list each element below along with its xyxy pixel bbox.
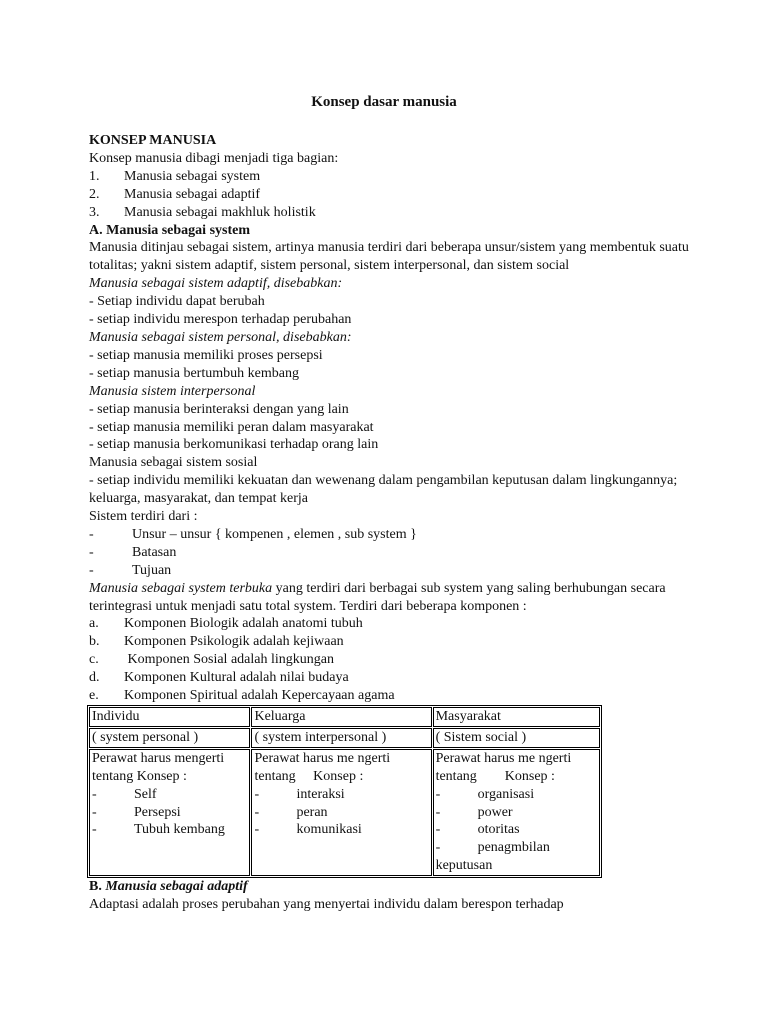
table-cell: Perawat harus me ngerti tentang Konsep : - interaksi - peran - komunikasi [251, 749, 431, 876]
section-a-paragraph: Manusia ditinjau sebagai sistem, artinya manusia terdiri dari beberapa unsur/sistem yang membentuk suatu totalitas; yakni sistem adaptif, sistem personal, sistem interpersonal, dan sistem social [89, 240, 689, 274]
table-cell: Perawat harus me ngerti tentang Konsep : - organisasi - power - otoritas - penagmbilan keputusan [433, 749, 600, 876]
system-table-wrap [89, 705, 689, 878]
list-item: 2. Manusia sebagai adaptif [89, 186, 261, 202]
table-cell: ( system personal ) [89, 728, 250, 748]
document-body [89, 132, 689, 914]
table-row [89, 749, 600, 876]
konsep-list [89, 168, 689, 222]
komponen-list [89, 615, 689, 705]
page-title: Konsep dasar manusia [311, 94, 457, 110]
list-item: e. Komponen Spiritual adalah Kepercayaan agama [89, 688, 395, 704]
table-header-cell: Masyarakat [433, 707, 600, 727]
sosial-paragraph: - setiap individu memiliki kekuatan dan wewenang dalam pengambilan keputusan dalam lingkungannya; keluarga, masyarakat, dan tempat kerja [89, 473, 678, 507]
system-table [87, 705, 602, 878]
list-item: - setiap manusia memiliki peran dalam masyarakat [89, 419, 374, 435]
table-row [89, 728, 600, 748]
list-item: - Tujuan [89, 562, 172, 578]
list-item: - Setiap individu dapat berubah [89, 294, 265, 310]
interpersonal-heading: Manusia sistem interpersonal [89, 383, 256, 399]
list-item: 3. Manusia sebagai makhluk holistik [89, 204, 316, 220]
section-b-heading: B. Manusia sebagai adaptif [89, 879, 248, 895]
terbuka-paragraph: Manusia sebagai system terbuka yang terdiri dari berbagai sub system yang saling berhubungan secara terintegrasi untuk menjadi satu total system. Terdiri dari beberapa komponen : [89, 580, 666, 614]
table-header-cell: Keluarga [251, 707, 431, 727]
list-item: a. Komponen Biologik adalah anatomi tubuh [89, 616, 363, 632]
section-a-heading: A. Manusia sebagai system [89, 222, 251, 238]
list-item: 1. Manusia sebagai system [89, 168, 261, 184]
section-b-paragraph: Adaptasi adalah proses perubahan yang menyertai individu dalam berespon terhadap [89, 897, 564, 913]
list-item: - setiap manusia berkomunikasi terhadap orang lain [89, 437, 379, 453]
sosial-heading: Manusia sebagai sistem sosial [89, 455, 258, 471]
table-cell: ( system interpersonal ) [251, 728, 431, 748]
personal-heading: Manusia sebagai sistem personal, disebabkan: [89, 329, 352, 345]
list-item: - setiap individu merespon terhadap perubahan [89, 312, 352, 328]
list-item: - setiap manusia memiliki proses persepsi [89, 347, 323, 363]
table-cell: ( Sistem social ) [433, 728, 600, 748]
table-header-cell: Individu [89, 707, 250, 727]
list-item: - setiap manusia bertumbuh kembang [89, 365, 299, 381]
list-item: d. Komponen Kultural adalah nilai budaya [89, 670, 349, 686]
konsep-intro: Konsep manusia dibagi menjadi tiga bagian: [89, 150, 339, 166]
list-item: - Batasan [89, 544, 177, 560]
list-item: - setiap manusia berinteraksi dengan yang lain [89, 401, 349, 417]
sistem-heading: Sistem terdiri dari : [89, 509, 198, 525]
adaptif-heading: Manusia sebagai sistem adaptif, disebabkan: [89, 276, 343, 292]
list-item: b. Komponen Psikologik adalah kejiwaan [89, 634, 344, 650]
list-item: c. Komponen Sosial adalah lingkungan [89, 652, 334, 668]
konsep-heading: KONSEP MANUSIA [89, 133, 217, 148]
list-item: - Unsur – unsur { kompenen , elemen , sub system } [89, 526, 417, 542]
table-row [89, 707, 600, 727]
table-cell: Perawat harus mengerti tentang Konsep : - Self - Persepsi - Tubuh kembang [89, 749, 250, 876]
